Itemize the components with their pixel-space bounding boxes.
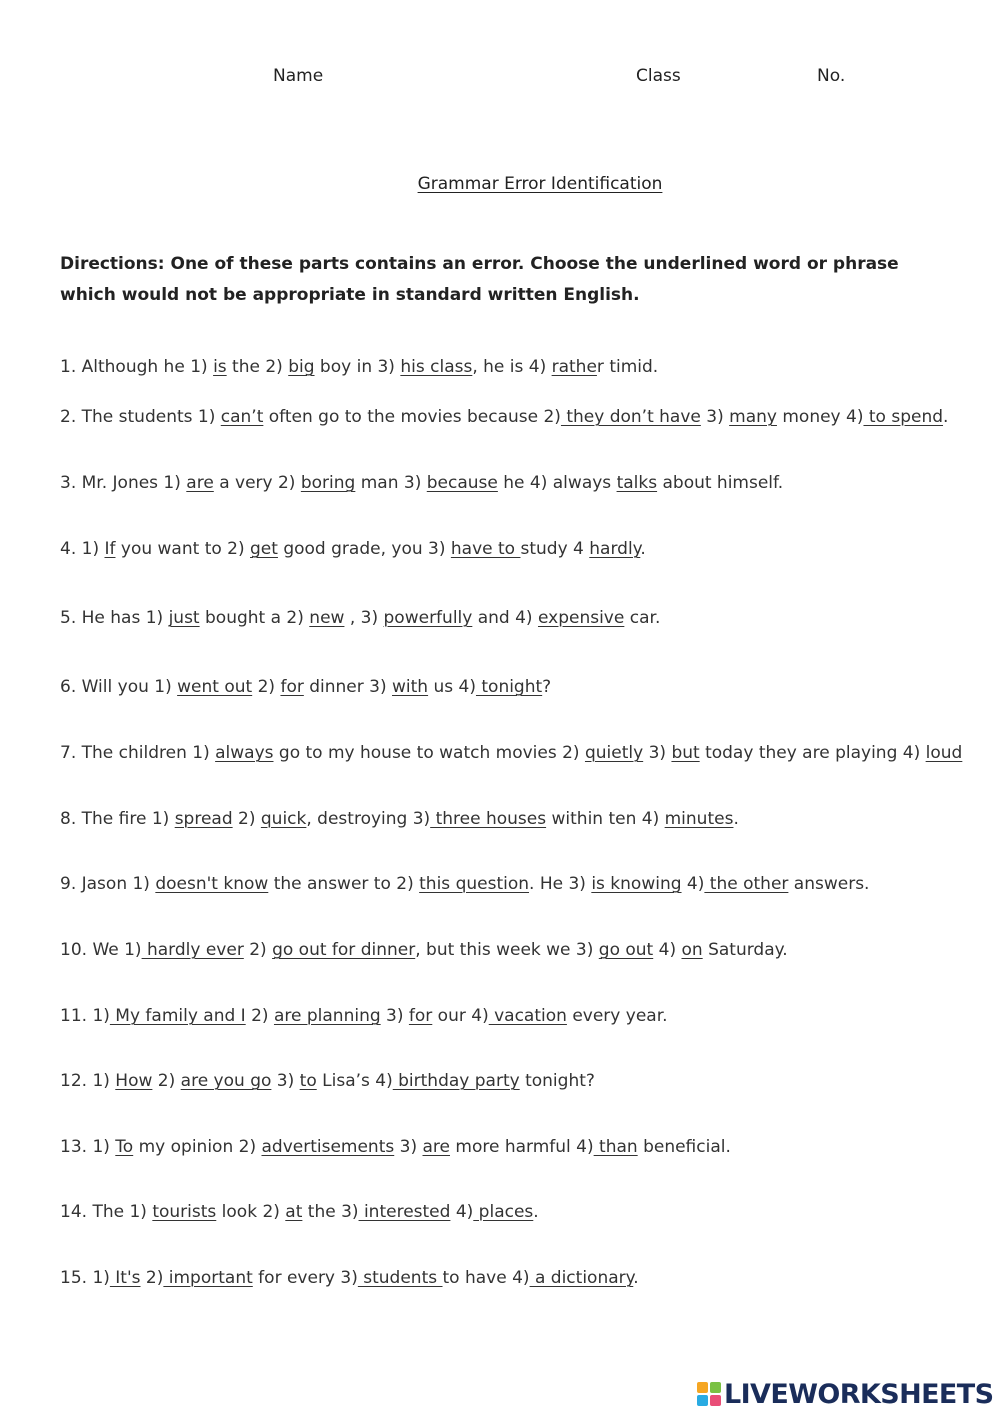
- underlined-option[interactable]: just: [168, 608, 200, 628]
- underlined-option[interactable]: spread: [174, 809, 233, 829]
- underlined-option[interactable]: go out for dinner: [272, 940, 416, 960]
- question-11: [60, 1006, 960, 1026]
- question-13: [60, 1137, 960, 1157]
- question-text: Lisa’s 4): [316, 1071, 393, 1091]
- question-10: [60, 940, 960, 960]
- question-text: , he is 4): [472, 357, 552, 377]
- question-text: 2): [243, 940, 273, 960]
- question-text: bought a 2): [199, 608, 310, 628]
- question-3: [60, 473, 960, 493]
- underlined-option[interactable]: this question: [419, 874, 530, 894]
- underlined-option[interactable]: are: [422, 1137, 450, 1157]
- question-text: 3): [643, 743, 672, 763]
- question-text: man 3): [355, 473, 427, 493]
- underlined-option[interactable]: talks: [616, 473, 658, 493]
- question-text: 15. 1): [60, 1268, 110, 1288]
- question-text: .: [943, 407, 949, 427]
- underlined-option[interactable]: It's: [109, 1268, 141, 1288]
- underlined-option[interactable]: hardly ever: [141, 940, 244, 960]
- question-text: study 4: [520, 539, 590, 559]
- question-text: go to my house to watch movies 2): [273, 743, 585, 763]
- underlined-option[interactable]: big: [288, 357, 315, 377]
- question-text: and 4): [472, 608, 538, 628]
- question-text: 14. The 1): [60, 1202, 153, 1222]
- question-text: you want to 2): [115, 539, 251, 559]
- question-15: [60, 1268, 960, 1288]
- underlined-option[interactable]: How: [115, 1071, 153, 1091]
- question-text: often go to the movies because 2): [263, 407, 561, 427]
- question-text: 2): [252, 677, 281, 697]
- question-text: dinner 3): [303, 677, 392, 697]
- question-text: 4): [450, 1202, 474, 1222]
- question-text: , 3): [344, 608, 384, 628]
- underlined-option[interactable]: have to: [450, 539, 521, 559]
- question-text: for every 3): [252, 1268, 358, 1288]
- question-text: 3): [700, 407, 730, 427]
- underlined-option[interactable]: at: [285, 1202, 303, 1222]
- underlined-option[interactable]: To: [115, 1137, 134, 1157]
- question-text: 2): [152, 1071, 181, 1091]
- question-text: answers.: [788, 874, 870, 894]
- underlined-option[interactable]: If: [104, 539, 116, 559]
- underlined-option[interactable]: the other: [704, 874, 789, 894]
- underlined-option[interactable]: his class: [400, 357, 473, 377]
- underlined-option[interactable]: go out: [598, 940, 654, 960]
- question-text: 3. Mr. Jones 1): [60, 473, 187, 493]
- question-text: he 4) always: [497, 473, 617, 493]
- question-text: within ten 4): [546, 809, 665, 829]
- underlined-option[interactable]: hardly: [589, 539, 641, 559]
- question-text: 11. 1): [60, 1006, 110, 1026]
- underlined-option[interactable]: are you go: [180, 1071, 272, 1091]
- question-2: [60, 407, 960, 427]
- underlined-option[interactable]: boring: [300, 473, 356, 493]
- question-6: [60, 677, 960, 697]
- underlined-option[interactable]: three houses: [430, 809, 547, 829]
- question-text: 8. The fire 1): [60, 809, 175, 829]
- underlined-option[interactable]: with: [392, 677, 429, 697]
- underlined-option[interactable]: to: [299, 1071, 317, 1091]
- underlined-option[interactable]: is: [213, 357, 227, 377]
- question-text: beneficial.: [637, 1137, 731, 1157]
- question-text: 4): [653, 940, 682, 960]
- underlined-option[interactable]: new: [309, 608, 345, 628]
- underlined-option[interactable]: but: [671, 743, 700, 763]
- underlined-option[interactable]: advertisements: [261, 1137, 395, 1157]
- underlined-option[interactable]: doesn't know: [155, 874, 269, 894]
- question-12: [60, 1071, 960, 1091]
- question-text: , destroying 3): [306, 809, 431, 829]
- question-text: the 2): [226, 357, 289, 377]
- underlined-option[interactable]: powerfully: [383, 608, 473, 628]
- question-text: car.: [624, 608, 661, 628]
- question-text: today they are playing 4): [699, 743, 926, 763]
- question-7: [60, 743, 963, 763]
- underlined-option[interactable]: students: [357, 1268, 443, 1288]
- underlined-option[interactable]: loud: [925, 743, 963, 763]
- question-text: 10. We 1): [60, 940, 142, 960]
- question-text: , but this week we 3): [415, 940, 599, 960]
- question-text: tonight?: [519, 1071, 595, 1091]
- underlined-option[interactable]: to spend: [863, 407, 944, 427]
- question-text: 3): [380, 1006, 409, 1026]
- question-text: . He 3): [529, 874, 592, 894]
- question-text: our 4): [432, 1006, 489, 1026]
- underlined-option[interactable]: birthday party: [392, 1071, 520, 1091]
- worksheet-title: Grammar Error Identification: [417, 174, 663, 194]
- underlined-option[interactable]: vacation: [488, 1006, 567, 1026]
- question-text: the 3): [302, 1202, 359, 1222]
- underlined-option[interactable]: many: [729, 407, 777, 427]
- underlined-option[interactable]: tonight: [475, 677, 543, 697]
- question-text: every year.: [566, 1006, 668, 1026]
- question-text: 2): [232, 809, 261, 829]
- underlined-option[interactable]: rathe: [551, 357, 597, 377]
- question-text: .: [533, 1202, 539, 1222]
- underlined-option[interactable]: can’t: [220, 407, 264, 427]
- question-text: 5. He has 1): [60, 608, 169, 628]
- question-text: 2. The students 1): [60, 407, 221, 427]
- underlined-option[interactable]: always: [215, 743, 274, 763]
- underlined-option[interactable]: for: [280, 677, 304, 697]
- question-text: .: [640, 539, 646, 559]
- question-text: 1. Although he 1): [60, 357, 214, 377]
- question-text: .: [633, 1268, 639, 1288]
- question-text: 9. Jason 1): [60, 874, 156, 894]
- name-label: Name: [273, 66, 324, 86]
- question-text: to have 4): [442, 1268, 530, 1288]
- question-text: 3): [271, 1071, 300, 1091]
- question-text: r timid.: [596, 357, 659, 377]
- question-text: look 2): [216, 1202, 286, 1222]
- question-text: a very 2): [213, 473, 301, 493]
- question-8: [60, 809, 960, 829]
- question-text: 7. The children 1): [60, 743, 216, 763]
- question-text: 13. 1): [60, 1137, 116, 1157]
- question-1: [60, 357, 960, 377]
- question-text: 2): [245, 1006, 274, 1026]
- question-text: 4. 1): [60, 539, 105, 559]
- underlined-option[interactable]: for: [408, 1006, 433, 1026]
- underlined-option[interactable]: expensive: [537, 608, 625, 628]
- question-text: 3): [394, 1137, 423, 1157]
- logo-mark-icon: [697, 1382, 721, 1406]
- underlined-option[interactable]: tourists: [152, 1202, 217, 1222]
- question-text: boy in 3): [314, 357, 401, 377]
- question-text: .: [733, 809, 739, 829]
- question-text: 12. 1): [60, 1071, 116, 1091]
- underlined-option[interactable]: get: [250, 539, 278, 559]
- question-text: the answer to 2): [268, 874, 420, 894]
- question-14: [60, 1202, 960, 1222]
- question-4: [60, 539, 960, 559]
- question-text: money 4): [776, 407, 864, 427]
- underlined-option[interactable]: on: [681, 940, 703, 960]
- underlined-option[interactable]: important: [163, 1268, 253, 1288]
- question-text: good grade, you 3): [277, 539, 451, 559]
- class-label: Class: [636, 66, 681, 86]
- underlined-option[interactable]: quietly: [584, 743, 644, 763]
- question-text: 6. Will you 1): [60, 677, 178, 697]
- underlined-option[interactable]: went out: [177, 677, 253, 697]
- underlined-option[interactable]: is knowing: [591, 874, 682, 894]
- directions-text: Directions: One of these parts contains an error. Choose the underlined word or phrase which would not be appropriate in standard written English.: [60, 254, 899, 305]
- underlined-option[interactable]: than: [593, 1137, 638, 1157]
- underlined-option[interactable]: they don’t have: [560, 407, 701, 427]
- logo-text: LIVEWORKSHEETS: [724, 1378, 994, 1410]
- question-text: more harmful 4): [450, 1137, 594, 1157]
- question-text: 2): [140, 1268, 164, 1288]
- question-text: us 4): [428, 677, 476, 697]
- question-text: 4): [681, 874, 705, 894]
- question-text: my opinion 2): [133, 1137, 262, 1157]
- question-9: [60, 874, 960, 894]
- question-5: [60, 608, 960, 628]
- underlined-option[interactable]: minutes: [664, 809, 734, 829]
- underlined-option[interactable]: a dictionary: [529, 1268, 634, 1288]
- question-text: about himself.: [657, 473, 784, 493]
- underlined-option[interactable]: places: [473, 1202, 534, 1222]
- question-text: ?: [542, 677, 552, 697]
- underlined-option[interactable]: interested: [358, 1202, 451, 1222]
- underlined-option[interactable]: are planning: [273, 1006, 381, 1026]
- underlined-option[interactable]: because: [426, 473, 498, 493]
- number-label: No.: [817, 66, 846, 86]
- underlined-option[interactable]: quick: [260, 809, 307, 829]
- liveworksheets-logo: [697, 1378, 993, 1410]
- underlined-option[interactable]: My family and I: [109, 1006, 246, 1026]
- underlined-option[interactable]: are: [186, 473, 214, 493]
- question-text: Saturday.: [702, 940, 788, 960]
